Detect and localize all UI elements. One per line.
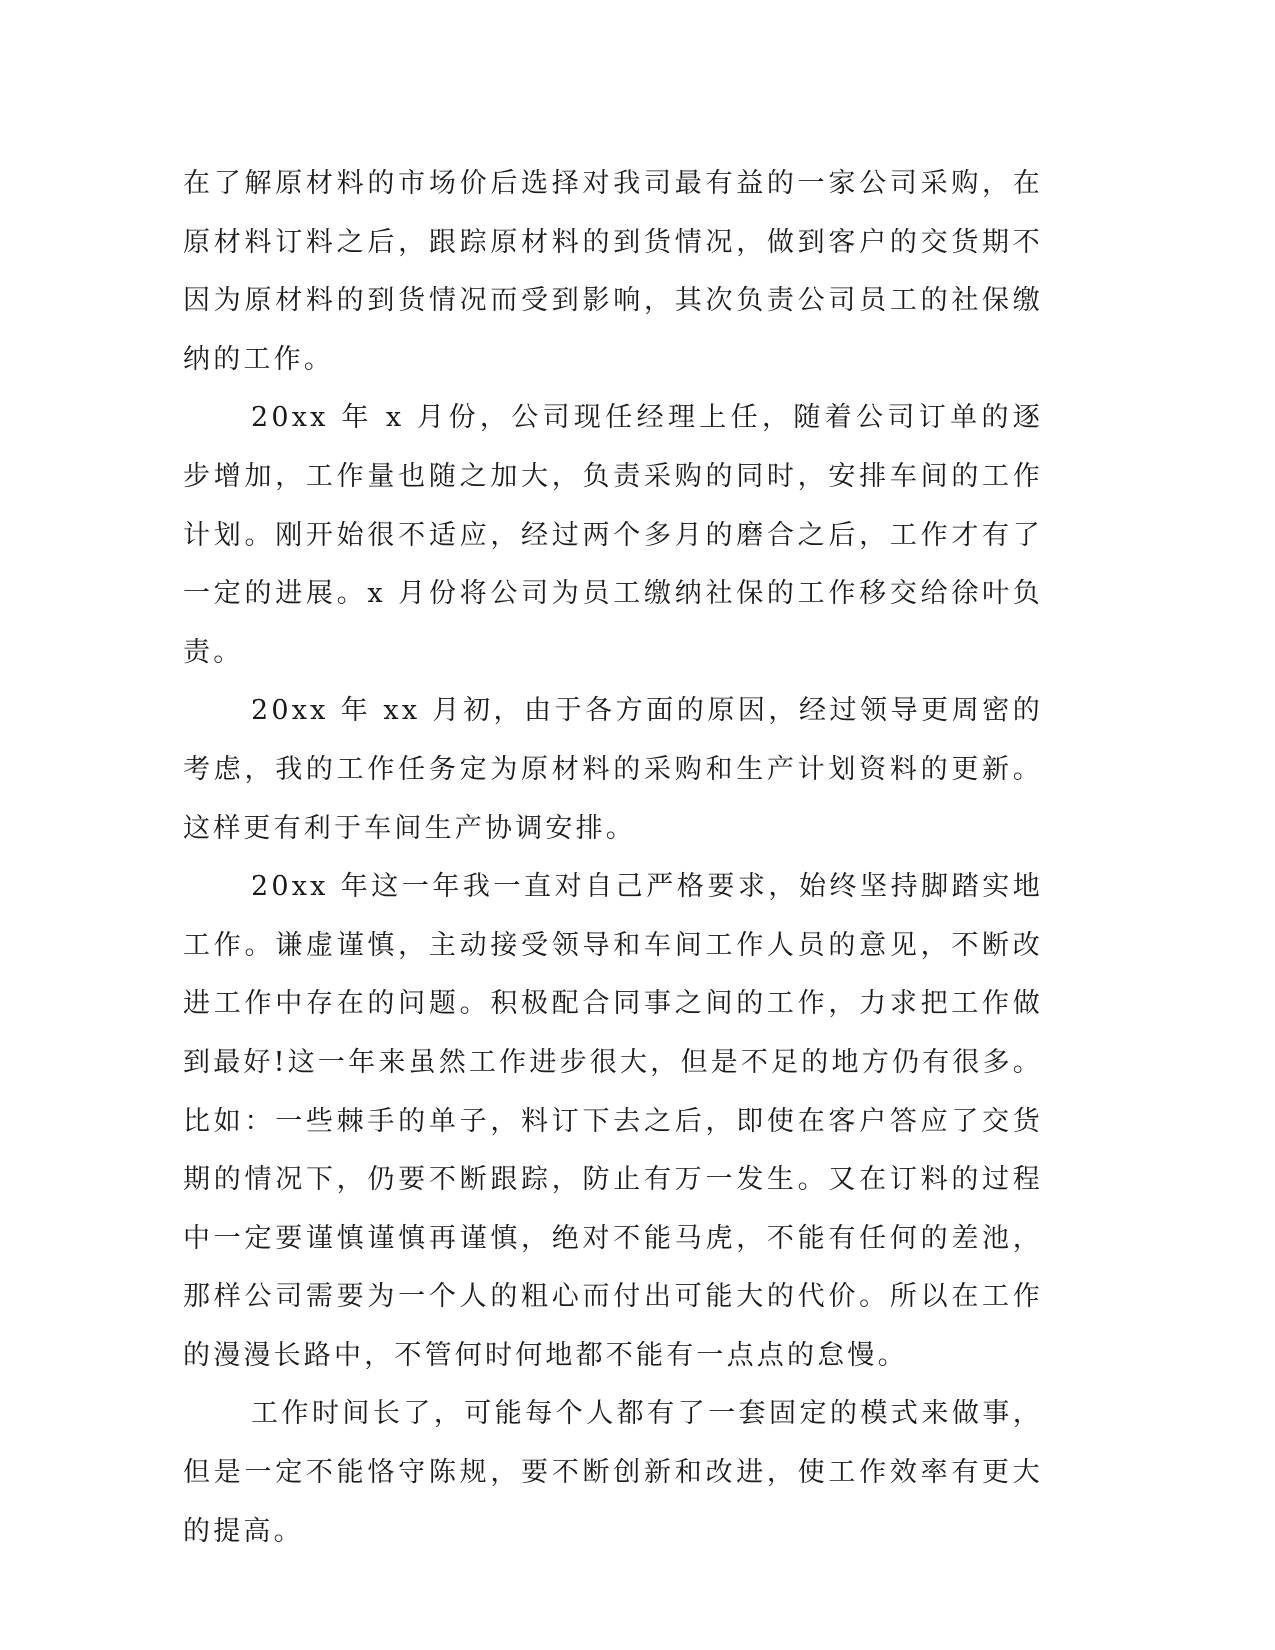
document-body (183, 155, 1043, 1561)
paragraph-innovation: 工作时间长了，可能每个人都有了一套固定的模式来做事，但是一定不能恪守陈规，要不断创新和改进，使工作效率有更大的提高。 (183, 1398, 1043, 1547)
paragraph-task-assignment: 20xx 年 xx 月初，由于各方面的原因，经过领导更周密的考虑，我的工作任务定为原材料的采购和生产计划资料的更新。这样更有利于车间生产协调安排。 (183, 695, 1043, 844)
paragraph-continuation: 在了解原材料的市场价后选择对我司最有益的一家公司采购，在原材料订料之后，跟踪原材料的到货情况，做到客户的交货期不因为原材料的到货情况而受到影响，其次负责公司员工的社保缴纳的工作。 (183, 168, 1043, 375)
paragraph-year-review: 20xx 年这一年我一直对自己严格要求，始终坚持脚踏实地工作。谦虚谨慎，主动接受领导和车间工作人员的意见，不断改进工作中存在的问题。积极配合同事之间的工作，力求把工作做到最好!这一年来虽然工作进步很大，但是不足的地方仍有很多。比如：一些棘手的单子，料订下去之后，即使在客户答应了交货期的情况下，仍要不断跟踪，防止有万一发生。又在订料的过程中一定要谨慎谨慎再谨慎，绝对不能马虎，不能有任何的差池，那样公司需要为一个人的粗心而付出可能大的代价。所以在工作的漫漫长路中，不管何时何地都不能有一点点的怠慢。 (183, 871, 1043, 1371)
paragraph-manager-appointment: 20xx 年 x 月份，公司现任经理上任，随着公司订单的逐步增加，工作量也随之加大，负责采购的同时，安排车间的工作计划。刚开始很不适应，经过两个多月的磨合之后，工作才有了一定的进展。x 月份将公司为员工缴纳社保的工作移交给徐叶负责。 (183, 402, 1043, 668)
